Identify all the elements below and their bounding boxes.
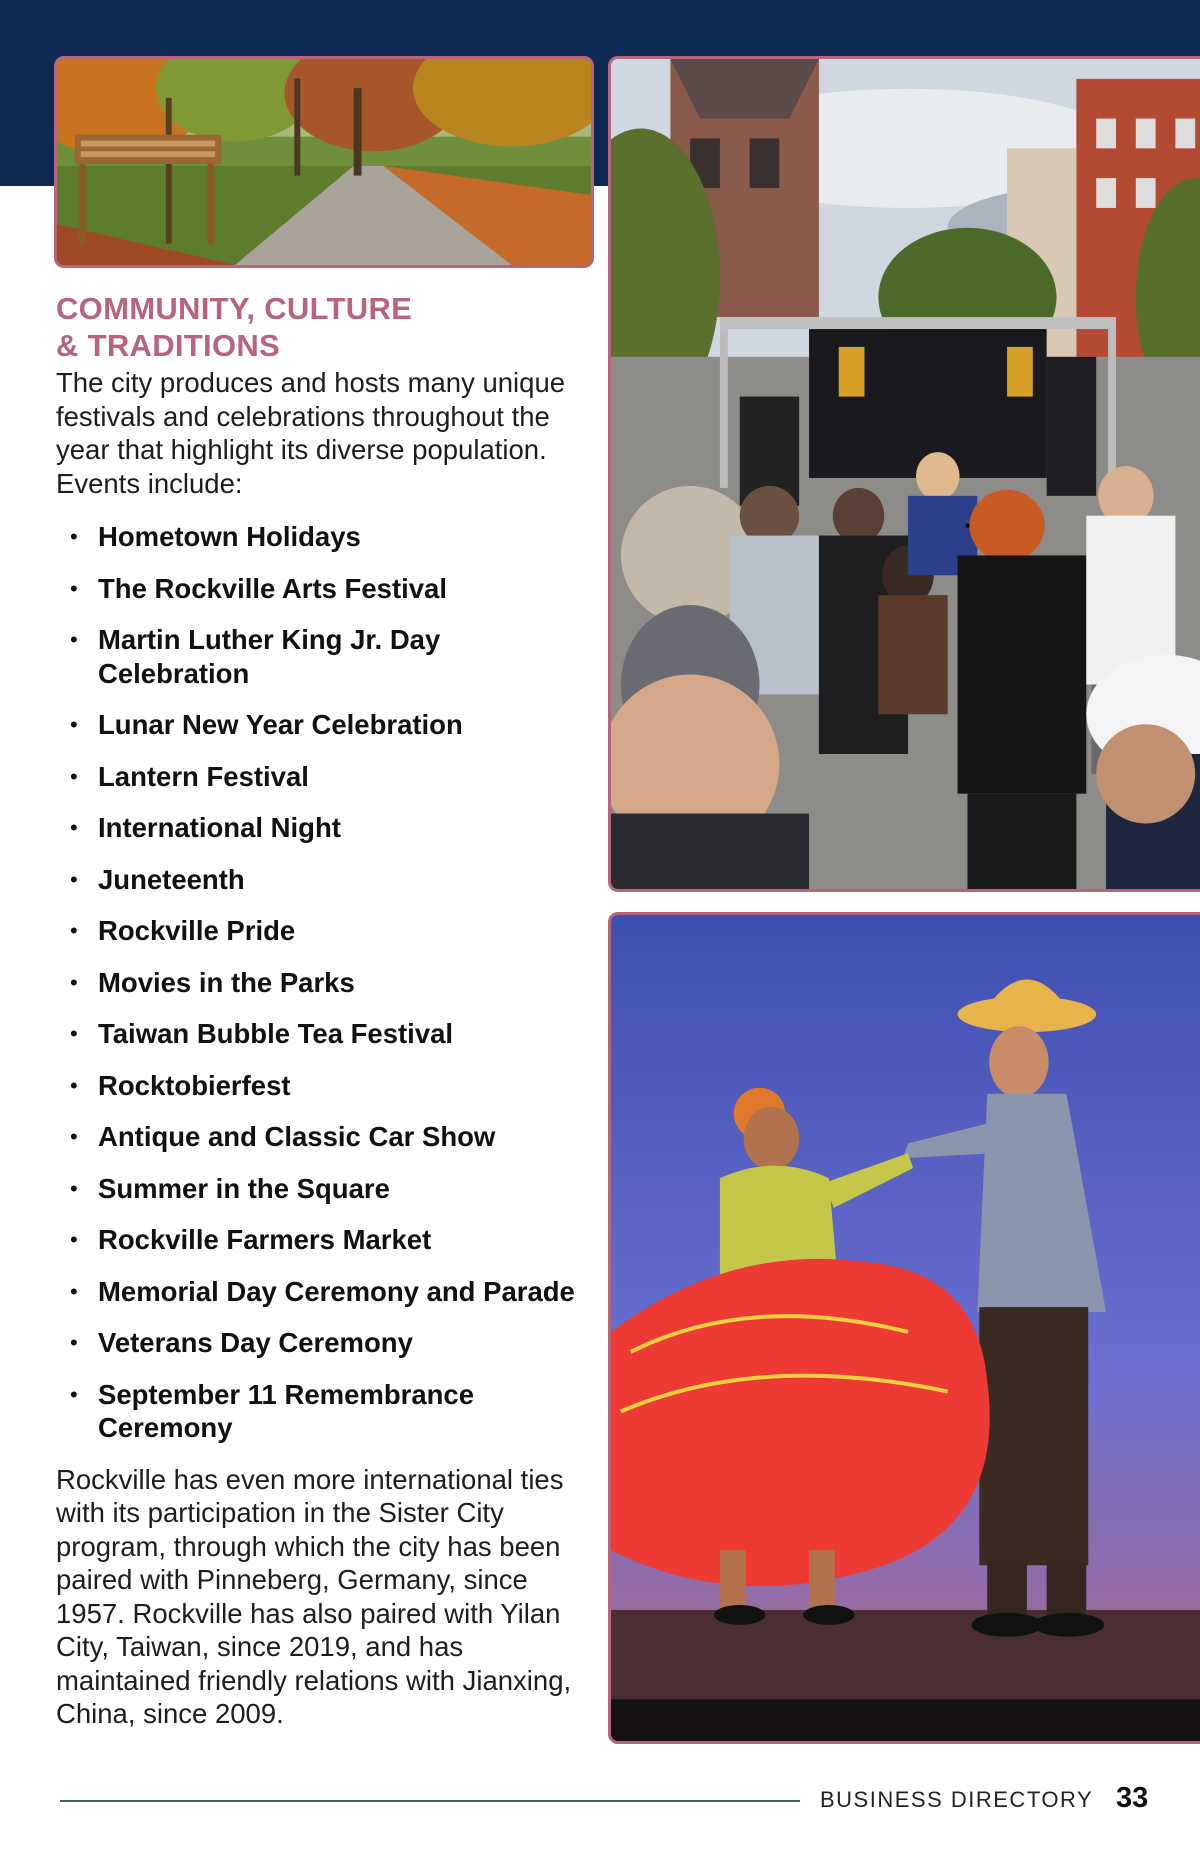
event-item: • Lantern Festival — [56, 760, 596, 794]
event-item: • Rockville Pride — [56, 914, 596, 948]
festival-crowd-photo — [608, 56, 1200, 892]
event-item: • Taiwan Bubble Tea Festival — [56, 1017, 596, 1051]
intro-paragraph: The city produces and hosts many unique festivals and celebrations throughout the year that highlight its diverse population. Events include: — [56, 367, 566, 499]
event-item: • Martin Luther King Jr. Day Celebration — [56, 623, 596, 690]
event-item: • September 11 Remembrance Ceremony — [56, 1378, 596, 1445]
event-item: • Memorial Day Ceremony and Parade — [56, 1275, 596, 1309]
heading-line-2: & TRADITIONS — [56, 328, 281, 363]
heading-line-1: COMMUNITY, CULTURE — [56, 291, 413, 326]
event-item: • Summer in the Square — [56, 1172, 596, 1206]
event-item: • Hometown Holidays — [56, 520, 596, 554]
event-item: • Veterans Day Ceremony — [56, 1326, 596, 1360]
event-item: • Movies in the Parks — [56, 966, 596, 1000]
event-item: • Lunar New Year Celebration — [56, 708, 596, 742]
page-number: 33 — [1116, 1782, 1149, 1814]
event-item: • International Night — [56, 811, 596, 845]
event-item: • The Rockville Arts Festival — [56, 572, 596, 606]
event-item: • Rocktobierfest — [56, 1069, 596, 1103]
park-path-photo — [54, 56, 594, 268]
events-list — [56, 520, 596, 1445]
folk-dance-photo — [608, 912, 1200, 1744]
footer-divider — [60, 1800, 800, 1802]
event-item: • Antique and Classic Car Show — [56, 1120, 596, 1154]
community-section — [56, 290, 596, 1731]
sister-city-paragraph: Rockville has even more international ties with its participation in the Sister City program, through which the city has been paired with Pinneberg, Germany, since 1957. Rockville has also paired with Yilan City, Taiwan, since 2019, and has maintained friendly relations with Jianxing, China, since 2009. — [56, 1463, 572, 1729]
event-item: • Juneteenth — [56, 863, 596, 897]
event-item: • Rockville Farmers Market — [56, 1223, 596, 1257]
footer-publication-label: BUSINESS DIRECTORY — [820, 1787, 1094, 1812]
section-heading — [56, 290, 596, 364]
